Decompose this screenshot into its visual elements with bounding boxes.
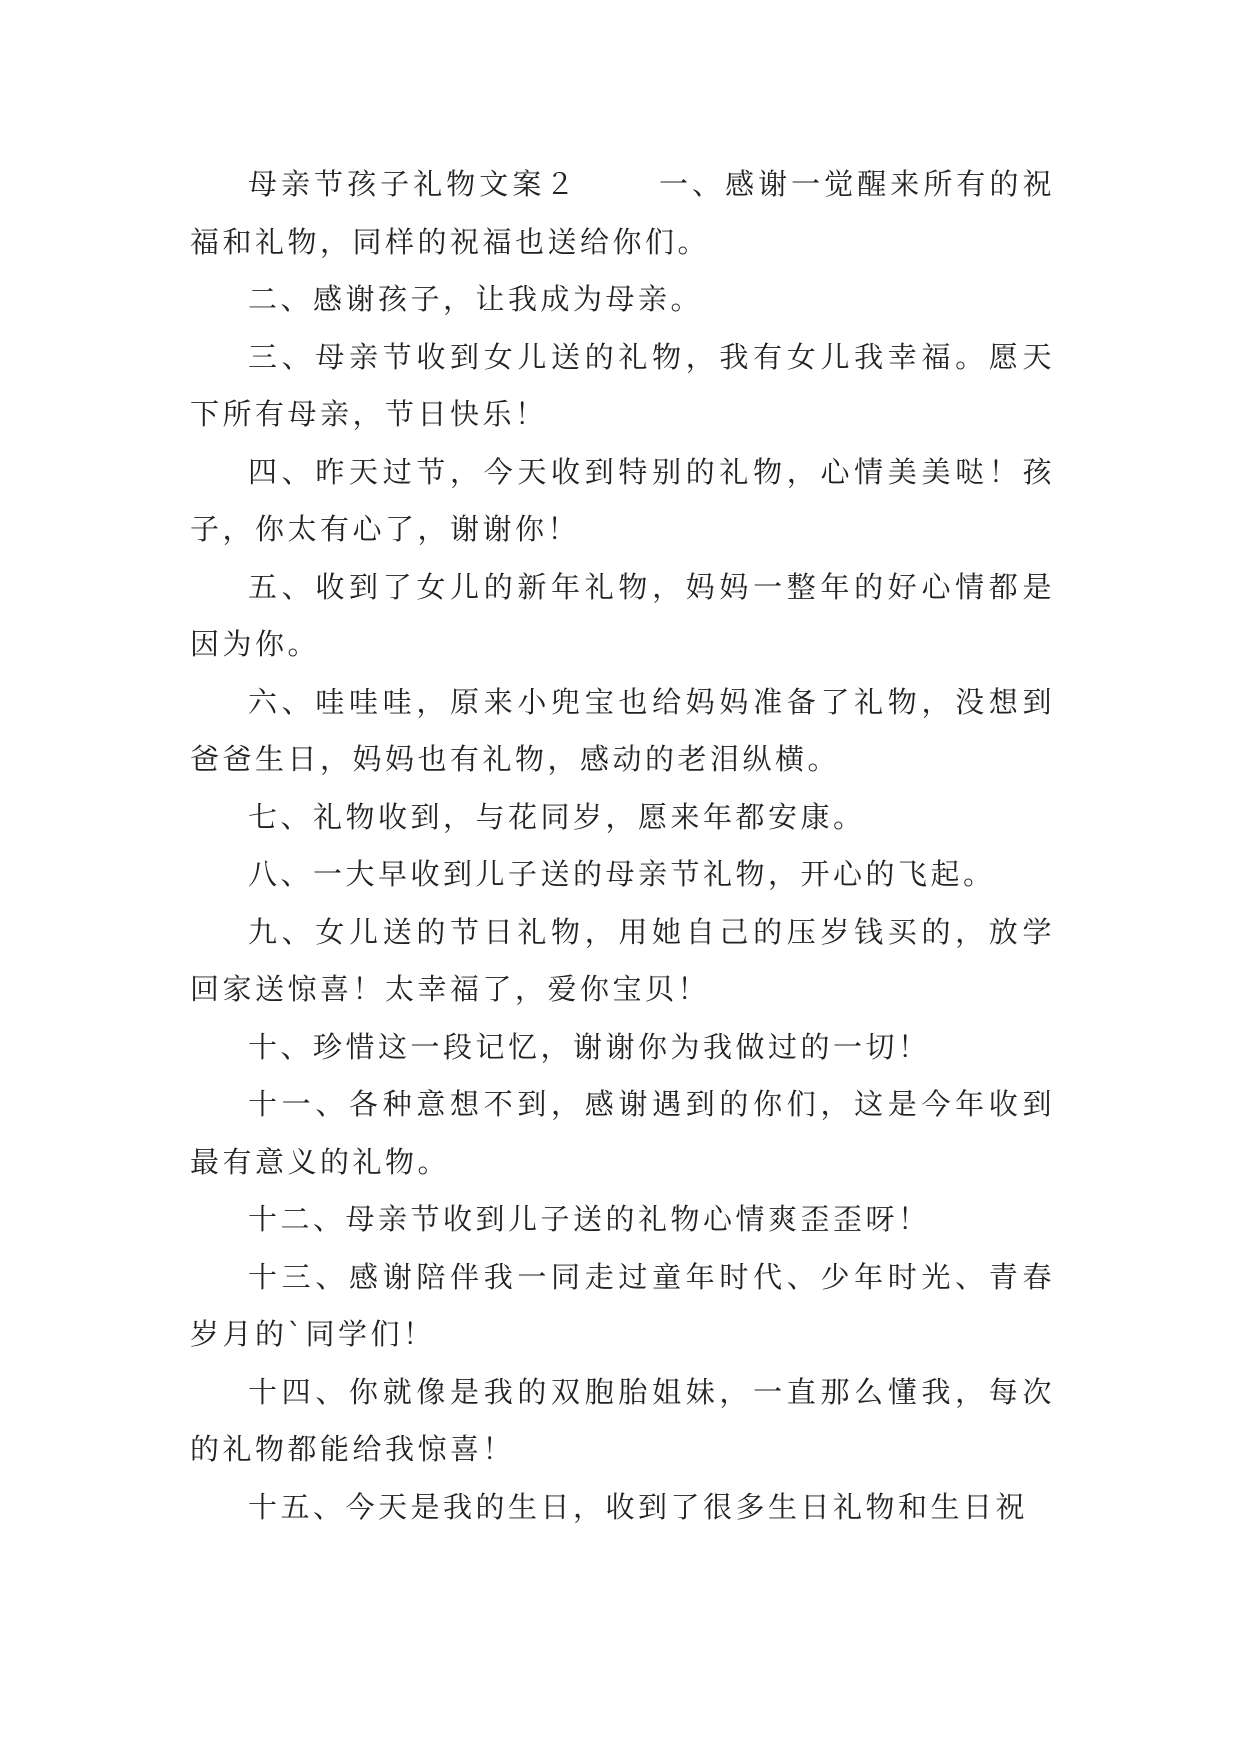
paragraph-10: 十、珍惜这一段记忆，谢谢你为我做过的一切！ [248,1029,931,1064]
paragraph-11: 十一、各种意想不到，感谢遇到的你们，这是今年收到最有意义的礼物。 [190,1087,1055,1179]
paragraph-3: 三、母亲节收到女儿送的礼物，我有女儿我幸福。愿天下所有母亲，节日快乐！ [190,339,1055,431]
paragraph-15: 十五、今天是我的生日，收到了很多生日礼物和生日祝 [248,1489,1029,1524]
document-body [190,156,1055,1536]
paragraph-title [190,156,1055,271]
paragraph-13: 十三、感谢陪伴我一同走过童年时代、少年时光、青春岁月的`同学们！ [190,1259,1055,1351]
paragraph-9: 九、女儿送的节日礼物，用她自己的压岁钱买的，放学回家送惊喜！太幸福了，爱你宝贝！ [190,914,1055,1006]
paragraph-8: 八、一大早收到儿子送的母亲节礼物，开心的飞起。 [248,857,996,891]
paragraph-5: 五、收到了女儿的新年礼物，妈妈一整年的好心情都是因为你。 [190,569,1055,661]
paragraph-7: 七、礼物收到，与花同岁，愿来年都安康。 [248,799,866,834]
paragraph-6: 六、哇哇哇，原来小兜宝也给妈妈准备了礼物，没想到爸爸生日，妈妈也有礼物，感动的老泪纵横。 [190,684,1055,776]
document-title: 母亲节孩子礼物文案２ [248,167,579,201]
paragraph-12: 十二、母亲节收到儿子送的礼物心情爽歪歪呀！ [248,1202,931,1236]
paragraph-4: 四、昨天过节，今天收到特别的礼物，心情美美哒！孩子，你太有心了，谢谢你！ [190,454,1055,546]
paragraph-1-text: 一、感谢一觉醒来所有的祝福和礼物，同样的祝福也送给你们。 [190,167,1055,259]
paragraph-2: 二、感谢孩子，让我成为母亲。 [248,282,704,316]
paragraph-14: 十四、你就像是我的双胞胎姐妹，一直那么懂我，每次的礼物都能给我惊喜！ [190,1374,1055,1466]
